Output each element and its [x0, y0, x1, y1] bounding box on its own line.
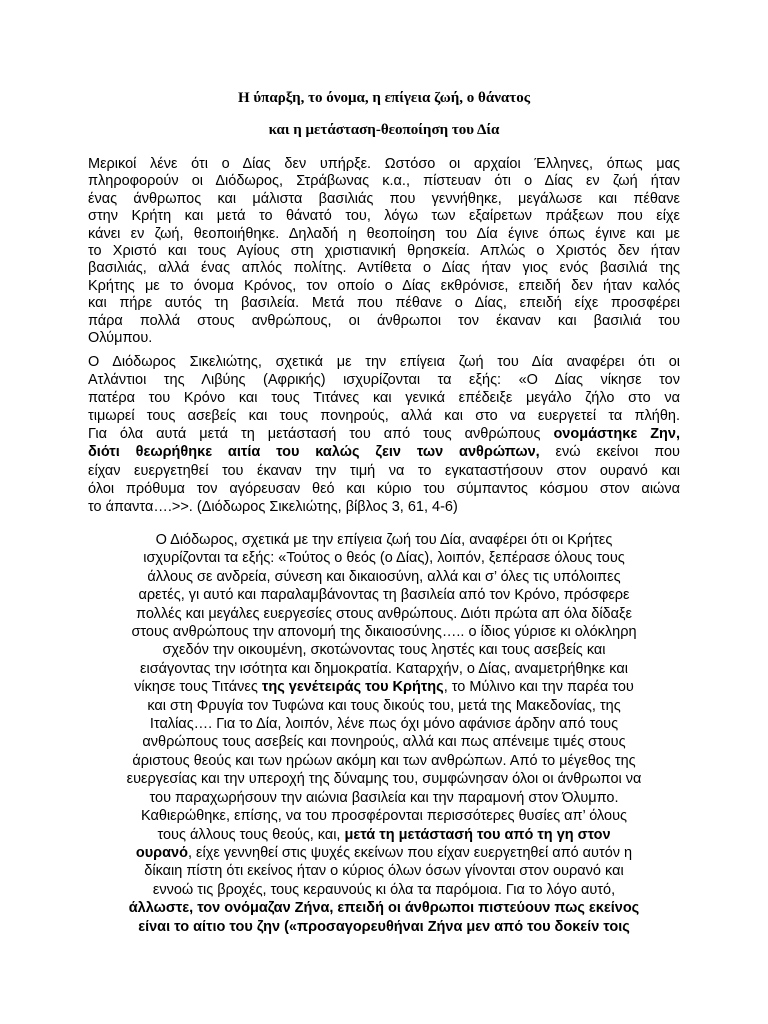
text-segment: , το Μύλινο και την παρέα του [443, 679, 634, 696]
text-segment: πατέρα του Κρόνο και τους Τιτάνες και γενικά επέδειξε μεγάλο ζήλο στο να [88, 390, 680, 407]
emphasized-text-segment: μετά τη μετάστασή του από τη γη στον [344, 826, 611, 843]
text-segment: κάνει εν ζωή, θεοποιήθηκε. Δηλαδή η θεοποίηση του Δία έγινε όπως έγινε και με [88, 225, 680, 242]
text-line [88, 789, 680, 807]
text-segment: το άπαντα….>>. (Διόδωρος Σικελιώτης, βίβλος 3, 61, 4-6) [88, 498, 458, 515]
text-line [88, 462, 680, 480]
text-line [88, 330, 680, 347]
text-segment: Μερικοί λένε ότι ο Δίας δεν υπήρξε. Ωστόσο οι αρχαίοι Έλληνες, όπως μας [88, 156, 680, 172]
text-line [88, 313, 680, 330]
emphasized-text-segment: ονομάστηκε Ζην, [553, 426, 681, 443]
text-line [88, 881, 680, 899]
emphasized-text-segment: ουρανό [135, 844, 188, 861]
text-line [88, 389, 680, 407]
text-segment: άλλους σε ανδρεία, σύνεση και δικαιοσύνη, αλλά και σ’ όλες τις υπόλοιπες [147, 568, 621, 585]
text-segment: Καθιερώθηκε, επίσης, να του προσφέρονται περισσότερες θυσίες απ’ όλους [140, 808, 628, 825]
text-segment: τους άλλους τους θεούς, και, [157, 826, 345, 843]
document-title-line-1: Η ύπαρξη, το όνομα, η επίγεια ζωή, ο θάνατος [237, 90, 531, 106]
text-line [88, 752, 680, 770]
text-line [88, 623, 680, 641]
emphasized-text-segment: άλλωστε, τον ονόμαζαν Ζήνα, επειδή οι άνθρωποι πιστεύουν πως εκείνος [128, 900, 640, 917]
text-segment: στους ανθρώπους την απονομή της δικαιοσύνης….. ο ίδιος γύρισε κι ολόκληρη [131, 624, 637, 641]
text-line [88, 899, 680, 917]
text-segment: ένας άνθρωπος και μάλιστα βασιλιάς που γεννήθηκε, μεγάλωσε και πέθανε [88, 190, 680, 207]
text-segment: πολλές και μεγάλες ευεργεσίες στους ανθρώπους. Διότι πρώτα απ όλα δίδαξε [136, 605, 632, 622]
text-segment: το Χριστό και τους Αγίους στη χριστιανική θρησκεία. Απλώς ο Χριστός δεν ήταν [88, 243, 680, 260]
document-title-line-2: και η μετάσταση-θεοποίηση του Δία [268, 122, 500, 138]
text-line [88, 278, 680, 295]
paragraph-2 [88, 353, 680, 516]
text-line [88, 243, 680, 260]
text-segment: σχεδόν την οικουμένη, σκοτώνοντας τους ληστές και τους ασεβείς και [162, 642, 606, 659]
text-segment: ανθρώπους τους ασεβείς και πονηρούς, αλλά και πως απένειμε τιμές στους [142, 734, 626, 751]
text-line [88, 531, 680, 549]
text-line [88, 498, 680, 516]
text-segment: Ατλάντιοι της Λιβύης (Αφρικής) ισχυρίζονται τα εξής: «Ο Δίας νίκησε τον [88, 372, 680, 389]
text-segment: πάρα πολλά στους ανθρώπους, οι άνθρωποι τον έκαναν και βασιλιά του [88, 312, 680, 329]
text-line [88, 586, 680, 604]
text-segment: και πήρε αυτός τη βασιλεία. Μετά που πέθανε ο Δίας, επειδή είχε προσφέρει [88, 295, 680, 312]
text-line [88, 660, 680, 678]
text-segment: βασιλιάς, αλλά ένας απλός πολίτης. Αντίθετα ο Δίας ήταν γιος ενός βασιλιά της [88, 260, 680, 277]
text-line [88, 549, 680, 567]
text-line [88, 191, 680, 208]
text-line [88, 641, 680, 659]
text-segment: του παραχωρήσουν την αιώνια βασιλεία και την παραμονή στον Όλυμπο. [149, 789, 619, 806]
text-segment: Ολύμπου. [88, 330, 153, 347]
emphasized-text-segment: της γενέτειράς του Κρήτης [261, 679, 444, 696]
text-segment: ενώ εκείνοι που [539, 444, 680, 461]
text-line [88, 568, 680, 586]
text-segment: Ο Διόδωρος, σχετικά με την επίγεια ζωή του Δία, αναφέρει ότι οι Κρήτες [155, 532, 613, 548]
text-segment: εννοώ τις βροχές, τους κεραυνούς κι όλα τα παρόμοια. Για το λόγο αυτό, [152, 881, 616, 898]
text-segment: Ιταλίας…. Για το Δία, λοιπόν, λένε πως όχι μόνο αφάνισε άρδην από τους [149, 716, 619, 733]
text-segment: στην Κρήτη και μετά το θάνατό του, λόγω των εξαίρετων πράξεων που είχε [88, 208, 680, 225]
text-line [88, 156, 680, 173]
text-line [88, 770, 680, 788]
text-segment: όλοι πρόθυμα τον αγόρευσαν θεό και κύριο του σύμπαντος κόσμου στον αιώνα [88, 480, 680, 497]
text-line [88, 605, 680, 623]
text-line [88, 715, 680, 733]
text-segment: , είχε γεννηθεί στις ψυχές εκείνων που είχαν ευεργετηθεί από αυτόν η [187, 844, 633, 861]
text-line [88, 173, 680, 190]
text-segment: δίκαιη πίστη ότι εκείνος ήταν ο κύριος όλων όσων γίνονται στον ουρανό και [144, 863, 624, 880]
text-line [88, 678, 680, 696]
text-segment: και στη Φρυγία τον Τυφώνα και τους δικούς του, μετά της Μακεδονίας, της [147, 697, 621, 714]
text-line [88, 407, 680, 425]
text-line [88, 826, 680, 844]
text-segment: είχαν ευεργετηθεί του έκαναν την τιμή να το εγκαταστήσουν στον ουρανό και [88, 462, 680, 479]
text-line [88, 260, 680, 277]
text-segment: Για όλα αυτά μετά τη μετάστασή του από τους ανθρώπους [88, 426, 554, 443]
text-segment: Κρήτης με το όνομα Κρόνος, τον οποίο ο Δίας εκθρόνισε, επειδή δεν ήταν καλός [88, 277, 680, 294]
text-line [88, 208, 680, 225]
text-segment: ευεργεσίας και την υπεροχή της δύναμης του, συμφώνησαν όλοι οι άνθρωποι να [126, 771, 642, 788]
text-line [88, 862, 680, 880]
emphasized-text-segment: διότι θεωρήθηκε αιτία του καλώς ζειν των ανθρώπων, [88, 444, 540, 461]
paragraph-3 [88, 531, 680, 936]
text-line [88, 371, 680, 389]
text-line [88, 295, 680, 312]
text-segment: εισάγοντας την ισότητα και δημοκρατία. Καταρχήν, ο Δίας, αναμετρήθηκε και [140, 660, 628, 677]
text-line [88, 844, 680, 862]
text-segment: αρετές, γι αυτό και παραλαμβάνοντας τη βασιλεία από τον Κρόνο, πρόσφερε [138, 587, 630, 604]
text-line [88, 733, 680, 751]
text-line [88, 807, 680, 825]
text-segment: Ο Διόδωρος Σικελιώτης, σχετικά με την επίγεια ζωή του Δία αναφέρει ότι οι [88, 354, 680, 370]
text-line [88, 353, 680, 371]
text-line [88, 480, 680, 498]
emphasized-text-segment: είναι το αίτιο του ζην («προσαγορευθήναι Ζήνα μεν από του δοκείν τοις [138, 918, 630, 935]
text-line [88, 425, 680, 443]
text-segment: πληροφορούν οι Διόδωρος, Στράβωνας κ.α., πίστευαν ότι ο Δίας εν ζωή ήταν [88, 173, 680, 190]
text-line [88, 443, 680, 461]
text-segment: άριστους θεούς και των ηρώων ακόμη και των ανθρώπων. Από το μέγεθος της [132, 752, 636, 769]
text-segment: νίκησε τους Τιτάνες [134, 679, 262, 696]
paragraph-1 [88, 156, 680, 347]
text-segment: τιμωρεί τους ασεβείς και τους πονηρούς, αλλά και στο να ευεργετεί τα πλήθη. [88, 408, 680, 425]
text-line [88, 226, 680, 243]
text-line [88, 918, 680, 936]
text-line [88, 697, 680, 715]
text-segment: ισχυρίζονται τα εξής: «Τούτος ο θεός (ο Δίας), λοιπόν, ξεπέρασε όλους τους [143, 550, 625, 567]
